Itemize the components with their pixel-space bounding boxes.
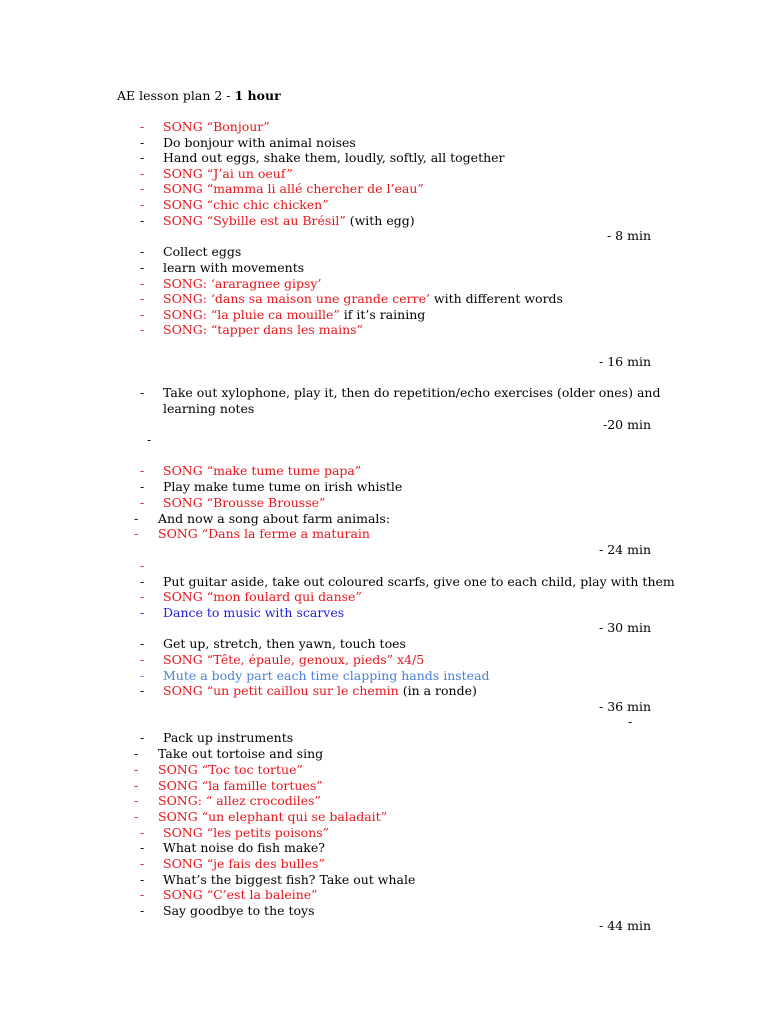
list-item — [0, 825, 768, 841]
list-item — [0, 119, 768, 135]
bullet-dash: - — [140, 276, 145, 291]
list-item-text: SONG “la famille tortues” — [158, 778, 323, 793]
time-label: - 44 min — [599, 918, 651, 933]
bullet-dash: - — [140, 652, 145, 667]
list-item — [0, 181, 768, 197]
list-item-text: learn with movements — [163, 260, 305, 275]
list-item — [0, 385, 768, 401]
list-item — [0, 197, 768, 213]
list-item-text: Do bonjour with animal noises — [163, 135, 356, 150]
list-item-text: SONG “les petits poisons” — [163, 825, 330, 840]
list-item — [0, 574, 768, 590]
list-item — [0, 746, 768, 762]
list-item-text: SONG “un petit caillou sur le chemin — [163, 683, 399, 698]
list-item-text: SONG: “la pluie ca mouille” — [163, 307, 340, 322]
list-item — [0, 463, 768, 479]
bullet-dash: - — [140, 825, 145, 840]
list-item — [0, 291, 768, 307]
time-marker — [0, 228, 768, 244]
list-item-text: Take out tortoise and sing — [158, 746, 324, 761]
list-item-text: SONG “un elephant qui se baladait” — [158, 809, 388, 824]
list-item-text: Dance to music with scarves — [163, 605, 345, 620]
bullet-dash: - — [140, 636, 145, 651]
list-item-text: learning notes — [163, 401, 255, 416]
bullet-dash: - — [140, 605, 145, 620]
list-item-text: Pack up instruments — [163, 730, 294, 745]
list-item — [0, 589, 768, 605]
list-item — [0, 166, 768, 182]
list-item — [0, 872, 768, 888]
list-item — [0, 840, 768, 856]
list-item-text: SONG: “ allez crocodiles” — [158, 793, 321, 808]
list-item-text: SONG “Bonjour” — [163, 119, 270, 134]
list-item — [0, 479, 768, 495]
list-item-text: Get up, stretch, then yawn, touch toes — [163, 636, 406, 651]
list-item — [0, 636, 768, 652]
list-item-suffix: if it’s raining — [339, 307, 426, 322]
bullet-dash: - — [140, 181, 145, 196]
title-prefix: AE lesson plan 2 - — [117, 88, 235, 103]
list-item — [0, 213, 768, 229]
stray-dash: - — [147, 432, 152, 447]
list-item-text: Hand out eggs, shake them, loudly, softly, all together — [163, 150, 505, 165]
list-item-text: Mute a body part each time clapping hands instead — [163, 668, 490, 683]
list-item — [0, 778, 768, 794]
list-item-text: Put guitar aside, take out coloured scarfs, give one to each child, play with them — [163, 574, 675, 589]
list-item-text: SONG “mon foulard qui danse” — [163, 589, 362, 604]
time-label: - 16 min — [599, 354, 651, 369]
list-item — [0, 652, 768, 668]
list-item — [0, 730, 768, 746]
bullet-dash: - — [134, 778, 139, 793]
list-item-text: SONG “Dans la ferme a maturain — [158, 526, 370, 541]
time-label: - 30 min — [599, 620, 651, 635]
bullet-dash: - — [140, 730, 145, 745]
list-item-text: SONG “chic chic chicken” — [163, 197, 329, 212]
bullet-dash: - — [140, 291, 145, 306]
time-label: - 24 min — [599, 542, 651, 557]
time-label: -20 min — [602, 417, 651, 432]
stray-dash: - — [628, 714, 633, 729]
list-item-text: Play make tume tume on irish whistle — [163, 479, 403, 494]
bullet-dash: - — [134, 526, 139, 541]
bullet-dash: - — [140, 463, 145, 478]
bullet-dash: - — [140, 683, 145, 698]
bullet-dash: - — [140, 119, 145, 134]
time-marker — [0, 354, 768, 370]
stray-dash: - — [140, 558, 145, 573]
bullet-dash: - — [140, 840, 145, 855]
bullet-dash: - — [140, 903, 145, 918]
list-item-continued — [0, 401, 768, 417]
time-marker — [0, 918, 768, 934]
bullet-dash: - — [140, 244, 145, 259]
bullet-dash: - — [140, 385, 145, 400]
list-item — [0, 322, 768, 338]
list-item-text: SONG: ‘araragnee gipsy’ — [163, 276, 322, 291]
list-item-text: Take out xylophone, play it, then do repetition/echo exercises (older ones) and — [163, 385, 661, 400]
bullet-dash: - — [140, 589, 145, 604]
list-item — [0, 135, 768, 151]
bullet-dash: - — [140, 260, 145, 275]
list-item-text: Say goodbye to the toys — [163, 903, 315, 918]
list-item — [0, 260, 768, 276]
title-duration: 1 hour — [234, 88, 281, 103]
list-item — [0, 887, 768, 903]
time-label: - 8 min — [606, 228, 651, 243]
list-item-text: SONG: ‘dans sa maison une grande cerre’ — [163, 291, 430, 306]
bullet-dash: - — [134, 746, 139, 761]
bullet-dash: - — [140, 668, 145, 683]
list-item-text: What noise do fish make? — [163, 840, 325, 855]
bullet-dash: - — [140, 213, 145, 228]
bullet-dash: - — [140, 307, 145, 322]
bullet-dash: - — [140, 150, 145, 165]
bullet-dash: - — [134, 762, 139, 777]
list-item — [0, 511, 768, 527]
list-item-text: Collect eggs — [163, 244, 242, 259]
time-marker — [0, 542, 768, 558]
bullet-dash: - — [140, 479, 145, 494]
list-item — [0, 495, 768, 511]
time-marker — [0, 699, 768, 715]
bullet-dash: - — [134, 809, 139, 824]
bullet-dash: - — [140, 166, 145, 181]
time-label: - 36 min — [599, 699, 651, 714]
list-item-suffix: (in a ronde) — [398, 683, 477, 698]
list-item — [0, 605, 768, 621]
time-marker — [0, 417, 768, 433]
list-item — [0, 809, 768, 825]
bullet-dash: - — [140, 322, 145, 337]
bullet-dash: - — [134, 511, 139, 526]
list-item-text: SONG “make tume tume papa” — [163, 463, 362, 478]
list-item-text: SONG “je fais des bulles” — [163, 856, 325, 871]
list-item — [0, 307, 768, 323]
list-item — [0, 856, 768, 872]
list-item-text: SONG “Brousse Brousse” — [163, 495, 326, 510]
list-item-text: And now a song about farm animals: — [158, 511, 391, 526]
list-item — [0, 276, 768, 292]
bullet-dash: - — [140, 872, 145, 887]
list-item-text: SONG “Tête, épaule, genoux, pieds” x4/5 — [163, 652, 425, 667]
bullet-dash: - — [140, 197, 145, 212]
list-item-text: SONG: “tapper dans les mains” — [163, 322, 363, 337]
time-marker — [0, 620, 768, 636]
bullet-dash: - — [134, 793, 139, 808]
list-item — [0, 150, 768, 166]
list-item-suffix: with different words — [429, 291, 563, 306]
list-item — [0, 762, 768, 778]
list-item — [0, 244, 768, 260]
list-item-text: SONG “mamma li allé chercher de l’eau” — [163, 181, 424, 196]
bullet-dash: - — [140, 887, 145, 902]
list-item-text: SONG “Sybille est au Brésil” — [163, 213, 346, 228]
list-item-text: What’s the biggest fish? Take out whale — [163, 872, 416, 887]
bullet-dash: - — [140, 574, 145, 589]
list-item — [0, 903, 768, 919]
list-item-suffix: (with egg) — [345, 213, 415, 228]
list-item-text: SONG “C’est la baleine” — [163, 887, 318, 902]
list-item-text: SONG “J’ai un oeuf” — [163, 166, 293, 181]
list-item — [0, 668, 768, 684]
list-item — [0, 793, 768, 809]
bullet-dash: - — [140, 495, 145, 510]
bullet-dash: - — [140, 856, 145, 871]
document-title — [117, 88, 281, 103]
list-item-text: SONG “Toc toc tortue” — [158, 762, 303, 777]
list-item — [0, 526, 768, 542]
bullet-dash: - — [140, 135, 145, 150]
list-item — [0, 683, 768, 699]
